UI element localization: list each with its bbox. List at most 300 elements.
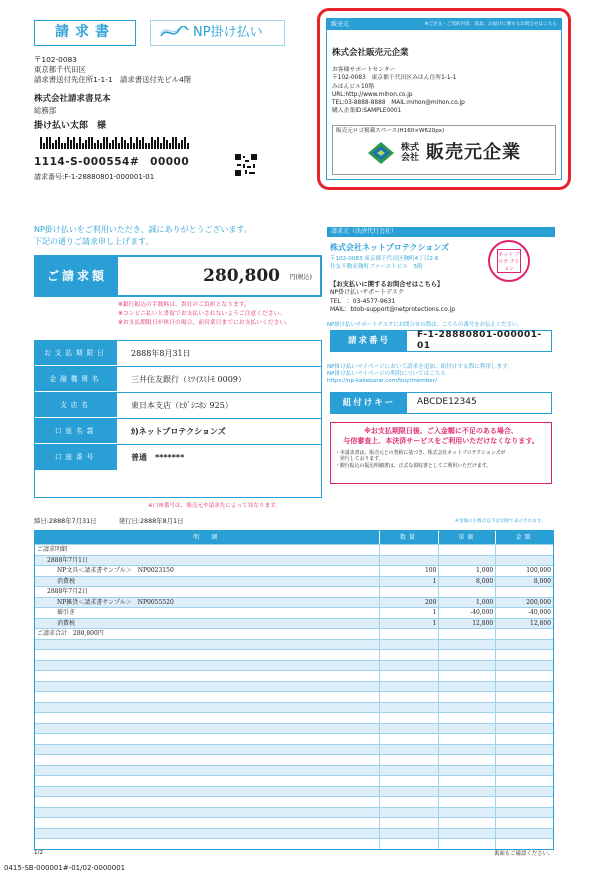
table-cell-qty <box>380 755 440 765</box>
table-cell-qty <box>380 829 440 839</box>
table-cell-price <box>439 661 496 671</box>
footer-code: 0415-SB-000001#-01/02-0000001 <box>4 864 126 872</box>
mypage-note <box>327 364 513 385</box>
barcode-bar <box>160 143 162 149</box>
table-cell-qty <box>380 587 440 597</box>
barcode-bar <box>130 137 132 149</box>
barcode-bar <box>88 137 90 149</box>
greeting <box>34 225 252 249</box>
table-cell-desc <box>35 640 380 650</box>
table-cell-qty <box>380 671 440 681</box>
table-cell-qty: 1 <box>380 577 440 587</box>
table-cell-amount <box>496 682 553 692</box>
barcode-bar <box>61 143 63 149</box>
issue-date: 発行日:2888年8月1日 <box>118 517 184 525</box>
table-row <box>35 544 553 555</box>
table-cell-amount <box>496 629 553 639</box>
np-logo-text: NP掛け払い <box>193 24 263 40</box>
back-side-note: 裏面もご確認ください。 <box>494 851 554 857</box>
barcode-number: 1114-S-000554# 00000 <box>34 156 190 168</box>
barcode-bar <box>58 137 60 149</box>
table-row <box>35 597 553 608</box>
qr-code-icon <box>235 154 257 176</box>
amount-value: 280,800 <box>203 266 280 286</box>
seller-name: 株式会社販売元企業 <box>332 48 409 58</box>
barcode-bar <box>133 143 135 149</box>
table-cell-desc <box>35 692 380 702</box>
table-cell-desc <box>35 776 380 786</box>
table-cell-qty <box>380 797 440 807</box>
barcode-bar <box>121 137 123 149</box>
rounding-note: ※金額の小数点以下は切捨て表示されます。 <box>455 519 546 524</box>
request-number-label: 請求番号 <box>331 331 407 351</box>
table-row <box>35 712 553 723</box>
table-cell-amount: 200,000 <box>526 598 551 606</box>
issuer-name: 株式会社ネットプロテクションズ <box>330 243 450 252</box>
table-cell-price <box>439 776 496 786</box>
barcode-bar <box>103 137 105 149</box>
recipient-address <box>34 55 191 85</box>
barcode-bar <box>172 137 174 149</box>
table-cell-qty: 1 <box>380 608 440 618</box>
table-cell-amount: 12,800 <box>530 619 551 627</box>
detail-header <box>35 531 553 544</box>
barcode-bar <box>163 137 165 149</box>
barcode-bar <box>91 137 93 149</box>
barcode-bar <box>46 137 48 149</box>
table-cell-amount <box>496 556 553 566</box>
table-cell-price: 1,000 <box>439 566 496 576</box>
table-cell-amount <box>496 745 553 755</box>
barcode-bar <box>157 137 159 149</box>
barcode-bar <box>178 143 180 149</box>
header-description: 明 細 <box>35 531 380 544</box>
barcode-bar <box>82 143 84 149</box>
mypage-line: NP掛け払いマイページにおいて請求を追加、紐付けする際に利用します。 <box>327 364 513 370</box>
barcode-bar <box>67 137 69 149</box>
payment-value: 三井住友銀行（ﾐﾂｲｽﾐﾄﾓ 0009） <box>131 375 246 384</box>
barcode-bar <box>118 143 120 149</box>
table-cell-price: -40,000 <box>439 608 496 618</box>
payment-note: ※口座番号は、販売元や請求先によって異なります。 <box>148 503 281 509</box>
seller-info-line: 〒102-0083 東京都千代田区みほん住所1-1-1 <box>332 75 457 82</box>
inquiry-block <box>330 281 455 315</box>
table-cell-amount <box>496 650 553 660</box>
table-cell-qty <box>380 776 440 786</box>
table-cell-qty <box>380 692 440 702</box>
invoice-title: 請求書 <box>34 20 136 46</box>
barcode-bar <box>97 140 99 149</box>
logo-company-name: 販売元企業 <box>426 142 521 163</box>
table-cell-qty <box>380 640 440 650</box>
table-cell-amount: 8,000 <box>533 577 551 585</box>
barcode-bar <box>175 137 177 149</box>
table-cell-qty <box>380 734 440 744</box>
table-cell-price <box>439 692 496 702</box>
payment-row-account <box>35 445 321 471</box>
np-logo <box>150 20 285 46</box>
inquiry-heading: 【お支払いに関するお問合せはこちら】 <box>330 281 444 288</box>
table-cell-qty <box>380 650 440 660</box>
table-cell-desc: 値引き <box>35 608 380 618</box>
address-line: 東京都千代田区 <box>34 65 86 74</box>
request-number-box <box>330 330 552 352</box>
payment-value: 普通 ******* <box>131 453 185 462</box>
seller-info <box>332 67 465 117</box>
barcode-bar <box>106 137 108 149</box>
table-cell-price <box>439 818 496 828</box>
table-row <box>35 817 553 828</box>
table-cell-price: 1,000 <box>439 598 496 608</box>
table-cell-price <box>439 766 496 776</box>
table-cell-qty: 200 <box>380 598 440 608</box>
table-cell-qty <box>380 766 440 776</box>
issuer-address-line: 住友不動産麹町ファーストビル 5階 <box>330 263 423 270</box>
warning-box <box>330 422 552 484</box>
seller-info-line: 購入企業ID:SAMPLE0001 <box>332 108 402 115</box>
table-row <box>35 786 553 797</box>
table-cell-desc <box>35 724 380 734</box>
table-cell-qty <box>380 808 440 818</box>
table-cell-desc <box>35 797 380 807</box>
barcode-bar <box>43 143 45 149</box>
amount-notes <box>118 302 291 329</box>
barcode-bar <box>64 143 66 149</box>
table-row <box>35 670 553 681</box>
table-row <box>35 649 553 660</box>
table-cell-price <box>439 556 496 566</box>
barcode-bar <box>145 143 147 149</box>
table-cell-desc <box>35 703 380 713</box>
payment-label: 口座番号 <box>35 445 117 471</box>
table-cell-desc <box>35 839 380 849</box>
seller-logo <box>368 142 521 165</box>
table-cell-amount <box>496 829 553 839</box>
table-cell-amount <box>496 787 553 797</box>
table-row <box>35 555 553 566</box>
issuer-address-line: 〒102-0083 東京都千代田区麹町4丁目2-6 <box>330 256 439 262</box>
table-cell-desc: 消費税 <box>35 619 380 629</box>
table-cell-amount <box>496 818 553 828</box>
barcode-bar <box>109 143 111 149</box>
table-cell-amount <box>496 692 553 702</box>
table-cell-qty <box>380 724 440 734</box>
amount-unit: 円(税込) <box>289 274 312 281</box>
table-cell-desc: 消費税 <box>35 577 380 587</box>
seller-logo-mark-icon <box>368 142 394 164</box>
table-cell-amount <box>496 671 553 681</box>
payment-value: ｶ)ネットプロテクションズ <box>131 427 226 436</box>
warning-sub <box>335 450 547 469</box>
table-row <box>35 765 553 776</box>
payment-table <box>34 340 322 498</box>
table-cell-desc <box>35 766 380 776</box>
table-cell-price <box>439 713 496 723</box>
table-cell-qty <box>380 713 440 723</box>
table-cell-price <box>439 755 496 765</box>
detail-body <box>35 544 553 849</box>
table-cell-desc <box>35 650 380 660</box>
page-number: 1/2 <box>34 850 44 856</box>
table-row <box>35 702 553 713</box>
table-cell-desc: NP文具＜請求書サンプル＞ NP0023150 <box>35 566 380 576</box>
warning-line: 与信審査上、本決済サービスをご利用いただけなくなります。 <box>343 436 539 445</box>
table-cell-price: 8,000 <box>439 577 496 587</box>
link-key-label: 紐付けキー <box>331 393 407 413</box>
seller-info-line: URL:http://www.mihon.co.jp <box>332 91 413 98</box>
table-row <box>35 565 553 576</box>
table-cell-desc <box>35 745 380 755</box>
table-cell-price <box>439 545 496 555</box>
table-row <box>35 754 553 765</box>
barcode-bar <box>85 140 87 149</box>
barcode-bar <box>79 137 81 149</box>
table-cell-price <box>439 734 496 744</box>
barcode-bar <box>187 143 189 149</box>
seller-info-line: みほんビル10階 <box>332 83 375 90</box>
table-row <box>35 607 553 618</box>
table-cell-price <box>439 640 496 650</box>
seller-info-line: お客様サポートセンター <box>332 67 396 73</box>
table-row <box>35 775 553 786</box>
request-number-line: 請求番号:F-1-28880801-000001-01 <box>34 173 155 181</box>
issuer-label: 請求元（決済代行会社） <box>327 227 555 237</box>
table-cell-qty <box>380 661 440 671</box>
seal-text: ネット プロテ クション <box>497 249 521 273</box>
table-cell-qty <box>380 545 440 555</box>
table-cell-amount <box>496 661 553 671</box>
table-cell-qty <box>380 839 440 849</box>
table-cell-price <box>439 724 496 734</box>
barcode-bar <box>112 140 114 149</box>
barcode-bar <box>166 140 168 149</box>
seller-box <box>326 18 562 180</box>
company-seal <box>488 240 530 282</box>
recipient-department: 総務部 <box>34 106 57 115</box>
recipient-person: 掛け払い太郎 様 <box>34 121 107 131</box>
table-cell-desc <box>35 787 380 797</box>
seller-note: ※ご注文・ご契約内容、返品、お届けに関するお問合せはこちら <box>424 21 557 27</box>
table-cell-amount <box>496 797 553 807</box>
table-cell-desc <box>35 713 380 723</box>
barcode-bar <box>100 143 102 149</box>
table-row <box>35 660 553 671</box>
table-cell-qty <box>380 787 440 797</box>
table-cell-desc: 2888年7月2日 <box>35 587 380 597</box>
table-cell-amount <box>496 808 553 818</box>
table-cell-price: 12,800 <box>439 619 496 629</box>
table-cell-qty <box>380 818 440 828</box>
table-cell-desc <box>35 682 380 692</box>
barcode-bar <box>139 140 141 149</box>
table-cell-price <box>439 703 496 713</box>
table-row <box>35 838 553 849</box>
link-key-box <box>330 392 552 414</box>
barcode-bar <box>148 143 150 149</box>
table-row <box>35 744 553 755</box>
warning-sub-line: 発行しております。 <box>335 456 384 463</box>
table-row <box>35 807 553 818</box>
barcode-bar <box>151 137 153 149</box>
table-cell-qty <box>380 703 440 713</box>
table-cell-price <box>439 745 496 755</box>
table-cell-desc: NP雑貨＜請求書サンプル＞ NP0055520 <box>35 598 380 608</box>
barcode-bar <box>154 140 156 149</box>
barcode-bar <box>73 137 75 149</box>
table-cell-desc: ご請求合計 280,800円 <box>35 629 380 639</box>
greeting-line: NP掛け払いをご利用いただき、誠にありがとうございます。 <box>34 225 252 234</box>
np-wave-icon <box>159 26 189 40</box>
table-cell-desc <box>35 734 380 744</box>
barcode-bar <box>49 137 51 149</box>
barcode-bar <box>169 143 171 149</box>
payment-row-holder <box>35 419 321 445</box>
recipient-company: 株式会社請求書見本 <box>34 94 111 104</box>
table-row <box>35 723 553 734</box>
barcode-bar <box>127 143 129 149</box>
logo-space-label: 販売元ロゴ掲載スペース(H160×W620px) <box>336 128 445 134</box>
payment-value: 2888年8月31日 <box>131 349 191 358</box>
table-cell-amount <box>496 734 553 744</box>
table-row <box>35 618 553 629</box>
table-cell-price <box>439 671 496 681</box>
table-row <box>35 681 553 692</box>
table-cell-price <box>439 682 496 692</box>
barcode-bar <box>40 137 42 149</box>
inquiry-line: TEL ：03-4577-9631 <box>330 297 396 305</box>
logo-kabu-text: 株式会社 <box>400 143 419 164</box>
address-line: 請求書送付先住所1-1-1 請求書送付先ビル4階 <box>34 75 192 84</box>
table-cell-desc <box>35 818 380 828</box>
amount-note: ※お支払期限日が休日の場合、前営業日までにお支払いください。 <box>118 320 291 326</box>
table-row <box>35 628 553 639</box>
table-cell-qty: 1 <box>380 619 440 629</box>
table-cell-price <box>439 808 496 818</box>
barcode-bar <box>94 143 96 149</box>
payment-row-due <box>35 341 321 367</box>
amount-label: ご請求額 <box>36 257 118 295</box>
table-cell-amount <box>496 724 553 734</box>
header-amount: 金額 <box>515 533 534 541</box>
table-cell-amount <box>496 713 553 723</box>
table-cell-amount <box>496 587 553 597</box>
header-unit-price: 単価 <box>439 531 496 544</box>
barcode-bar <box>181 140 183 149</box>
table-row <box>35 733 553 744</box>
invoice-dates <box>34 517 204 525</box>
payment-label: 口座名義 <box>35 419 117 444</box>
inquiry-line: MAIL：btob-support@netprotections.co.jp <box>330 306 456 314</box>
barcode-bar <box>70 140 72 149</box>
table-cell-amount <box>496 755 553 765</box>
table-cell-price <box>439 839 496 849</box>
table-cell-amount <box>496 545 553 555</box>
amount-box <box>34 255 322 297</box>
address-line: 〒102-0083 <box>34 55 77 64</box>
amount-note: ※コンビニ払いと書留でお支払いされないようご注意ください。 <box>118 311 286 317</box>
table-cell-price <box>439 650 496 660</box>
table-cell-amount <box>496 766 553 776</box>
mypage-link[interactable]: https://np-kakebarai.com/buy/member/ <box>327 378 437 384</box>
table-row <box>35 576 553 587</box>
seller-label: 販売元 <box>331 20 350 28</box>
postal-barcode <box>40 137 210 149</box>
greeting-line: 下記の通りご請求申し上げます。 <box>34 237 154 246</box>
table-cell-amount <box>496 839 553 849</box>
table-cell-amount <box>496 776 553 786</box>
mypage-line: NP掛け払いマイページの利用についてはこちら <box>327 371 447 377</box>
inquiry-note: NP掛け払いサポートデスクにお問合せの際は、こちらの番号をお伝えください。 <box>327 322 523 328</box>
table-row <box>35 586 553 597</box>
table-cell-desc <box>35 808 380 818</box>
barcode-bar <box>76 143 78 149</box>
table-cell-desc <box>35 755 380 765</box>
detail-table <box>34 530 554 850</box>
table-cell-desc: ご請求明細 <box>35 545 380 555</box>
table-cell-desc: 2888年7月1日 <box>35 556 380 566</box>
table-cell-qty <box>380 629 440 639</box>
issuer-address <box>330 256 439 271</box>
link-key-value: ABCDE12345 <box>417 397 477 408</box>
payment-label: 金融機関名 <box>35 367 117 392</box>
table-cell-qty: 100 <box>380 566 440 576</box>
table-cell-price <box>439 829 496 839</box>
warning-line: ※お支払期限日後、ご入金額に不足のある場合、 <box>364 427 518 435</box>
table-cell-amount: 100,000 <box>526 567 551 574</box>
barcode-bar <box>136 137 138 149</box>
table-row <box>35 796 553 807</box>
table-cell-qty <box>380 745 440 755</box>
amount-note: ※銀行振込の手数料は、貴社のご負担となります。 <box>118 302 250 308</box>
closing-date: 締日:2888年7月31日 <box>34 517 97 525</box>
payment-label: お支払期限日 <box>35 341 117 366</box>
payment-value: 東日本支店（ﾋｶﾞｼﾆﾎﾝ 925） <box>131 401 233 410</box>
header-quantity: 数量 <box>380 531 440 544</box>
warning-sub-line: ・本請求書は、販売元との契約に基づき、株式会社ネットプロテクションズが <box>335 450 506 456</box>
inquiry-line: NP掛け払いサポートデスク <box>330 289 404 297</box>
table-cell-price <box>439 587 496 597</box>
seller-info-line: TEL:03-8888-8888 MAIL:mihon@mihon.co.jp <box>332 100 465 107</box>
table-cell-price <box>439 787 496 797</box>
barcode-bar <box>115 137 117 149</box>
table-row <box>35 639 553 650</box>
table-cell-amount: -40,000 <box>527 609 551 616</box>
barcode-bar <box>124 140 126 149</box>
table-cell-price <box>439 629 496 639</box>
table-cell-qty <box>380 556 440 566</box>
table-cell-desc <box>35 671 380 681</box>
request-number-value: F-1-28880801-000001-01 <box>417 329 542 351</box>
payment-row-branch <box>35 393 321 419</box>
barcode-bar <box>52 143 54 149</box>
table-cell-desc <box>35 661 380 671</box>
table-cell-amount <box>496 640 553 650</box>
seller-header <box>327 19 561 30</box>
payment-row-bank <box>35 367 321 393</box>
table-cell-qty <box>380 682 440 692</box>
payment-label: 支店名 <box>35 393 117 418</box>
table-row <box>35 828 553 839</box>
barcode-bar <box>142 137 144 149</box>
warning-sub-line: ・銀行振込の振込明細書は、正式な領収書としてご利用いただけます。 <box>335 462 492 469</box>
table-row <box>35 691 553 702</box>
seller-logo-space <box>332 125 556 175</box>
barcode-bar <box>184 137 186 149</box>
table-cell-desc <box>35 829 380 839</box>
table-cell-price <box>439 797 496 807</box>
barcode-bar <box>55 140 57 149</box>
table-cell-amount <box>496 703 553 713</box>
